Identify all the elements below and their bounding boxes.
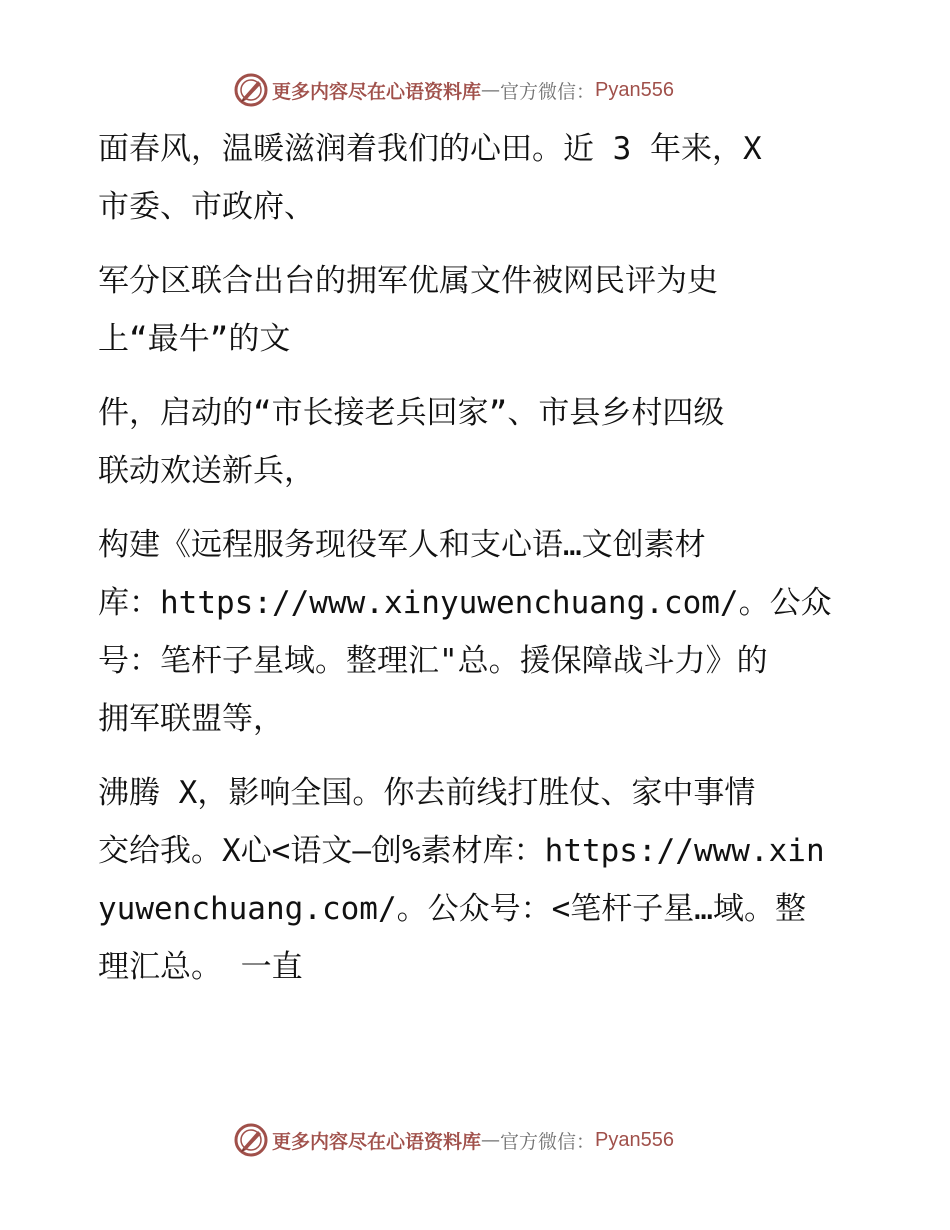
text-line: 拥军联盟等， [98, 701, 284, 737]
banner-dash: — [481, 79, 501, 101]
text-line: 库：https://www.xinyuwenchuang.com/。公众 [98, 585, 832, 621]
paragraph [98, 764, 888, 996]
banner-title: 更多内容尽在心语资料库 [272, 1130, 482, 1153]
text-line: 联动欢送新兵， [98, 453, 315, 489]
banner-dash: — [481, 1129, 501, 1151]
text-line: 交给我。X心<语文—创%素材库：https://www.xin [98, 833, 825, 869]
footer-banner [234, 1122, 674, 1158]
text-line: 理汇总。 一直 [98, 949, 303, 985]
banner-title: 更多内容尽在心语资料库 [272, 80, 482, 103]
text-line: 面春风，温暖滋润着我们的心田。近 3 年来，X [98, 131, 762, 167]
wechat-id: Pyan556 [595, 78, 674, 101]
text-line: 号：笔杆子星域。整理汇"总。援保障战斗力》的 [98, 643, 768, 679]
wechat-id: Pyan556 [595, 1128, 674, 1151]
header-banner [234, 72, 674, 108]
wechat-label: 官方微信： [500, 80, 596, 103]
paragraph [98, 516, 888, 748]
wechat-label: 官方微信： [500, 1130, 596, 1153]
paragraph [98, 252, 888, 368]
text-line: 市委、市政府、 [98, 189, 315, 225]
paragraph [98, 120, 888, 236]
text-line: 构建《远程服务现役军人和支心语…文创素材 [98, 527, 706, 563]
text-line: 上“最牛”的文 [98, 321, 291, 357]
document-body [98, 120, 888, 996]
text-line: 军分区联合出台的拥军优属文件被网民评为史 [98, 263, 718, 299]
text-line: 件，启动的“市长接老兵回家”、市县乡村四级 [98, 395, 725, 431]
quill-logo-icon [234, 1123, 268, 1157]
quill-logo-icon [234, 73, 268, 107]
text-line: yuwenchuang.com/。公众号：<笔杆子星…域。整 [98, 891, 806, 927]
text-line: 沸腾 X，影响全国。你去前线打胜仗、家中事情 [98, 775, 756, 811]
paragraph [98, 384, 888, 500]
